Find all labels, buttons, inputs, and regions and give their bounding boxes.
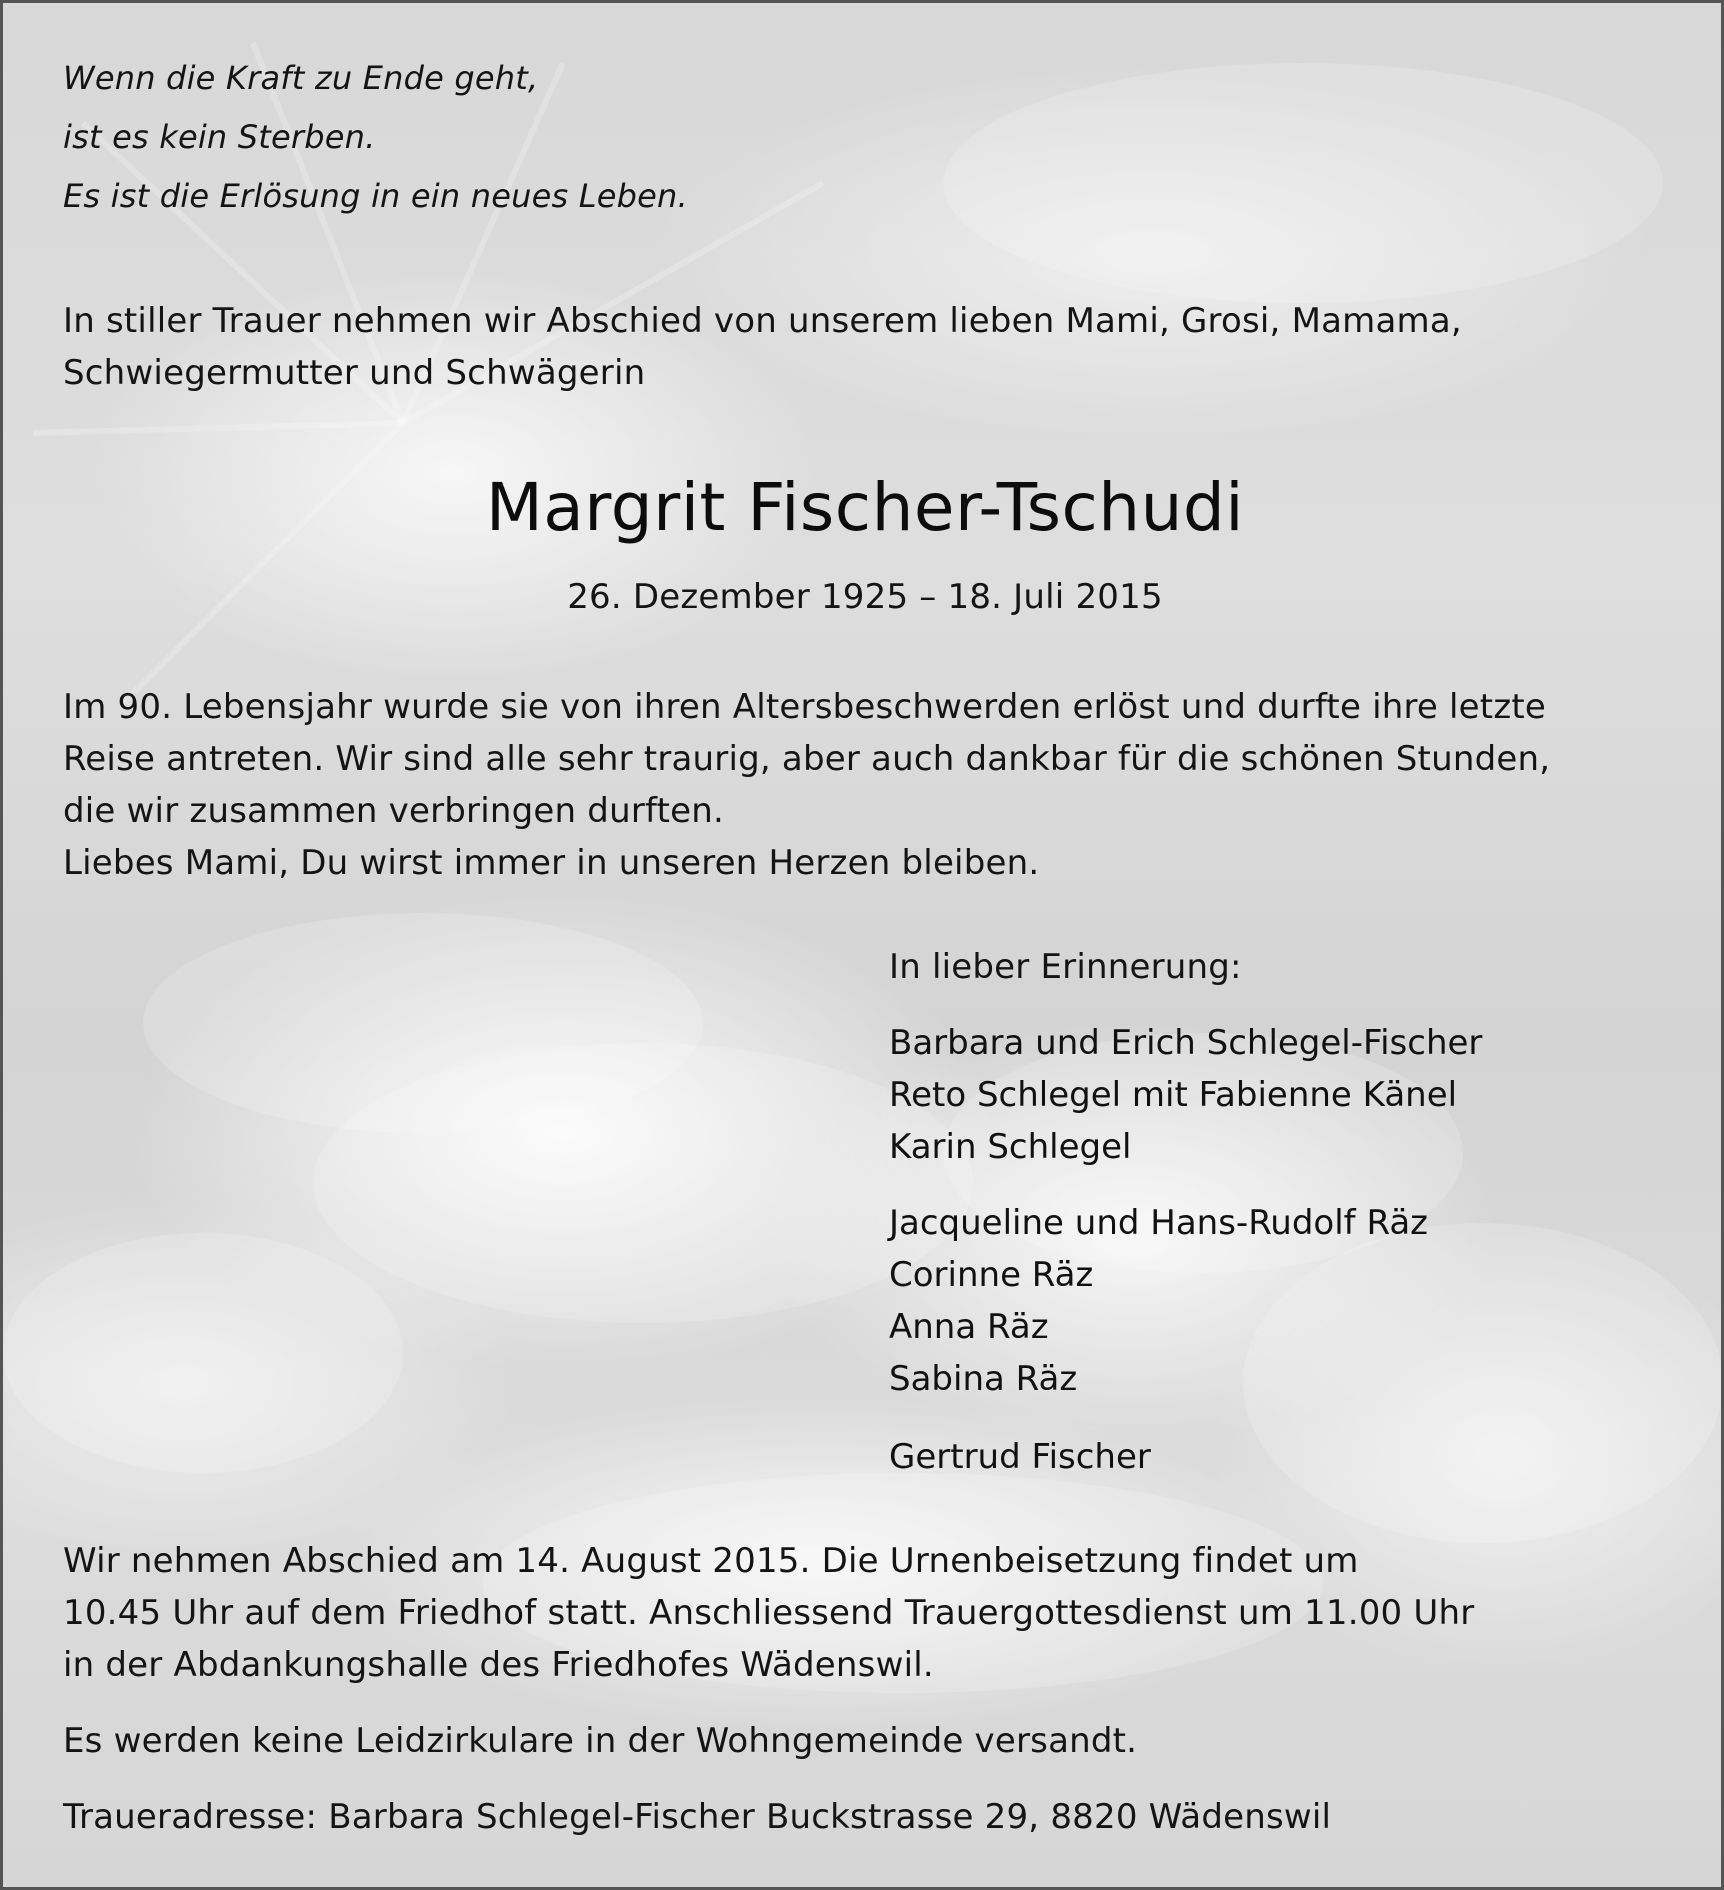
intro-line-2: Schwiegermutter und Schwägerin (63, 353, 646, 393)
message-line-2: Reise antreten. Wir sind alle sehr traurig, aber auch dankbar für die schönen Stunden, (63, 739, 1551, 779)
mourner-name: Corinne Räz (889, 1255, 1094, 1295)
mourner-name: Jacqueline und Hans-Rudolf Räz (889, 1203, 1429, 1243)
mourner-group-schlegel (889, 1017, 1482, 1173)
mourner-group-fischer (889, 1431, 1151, 1483)
message-line-4: Liebes Mami, Du wirst immer in unseren Herzen bleiben. (63, 843, 1040, 883)
mourning-address: Traueradresse: Barbara Schlegel-Fischer Buckstrasse 29, 8820 Wädenswil (63, 1797, 1332, 1837)
ceremony-line-1: Wir nehmen Abschied am 14. August 2015. Die Urnenbeisetzung findet um (63, 1541, 1359, 1581)
circulars-note: Es werden keine Leidzirkulare in der Wohngemeinde versandt. (63, 1721, 1138, 1761)
mourner-name: Gertrud Fischer (889, 1437, 1151, 1477)
mourners-heading: In lieber Erinnerung: (889, 947, 1242, 987)
life-dates: 26. Dezember 1925 – 18. Juli 2015 (567, 577, 1163, 617)
ceremony-line-3: in der Abdankungshalle des Friedhofes Wädenswil. (63, 1645, 934, 1685)
deceased-name: Margrit Fischer-Tschudi (485, 469, 1245, 546)
mourner-group-raez (889, 1197, 1428, 1405)
message-line-3: die wir zusammen verbringen durften. (63, 791, 724, 831)
ceremony-line-2: 10.45 Uhr auf dem Friedhof statt. Anschliessend Trauergottesdienst um 11.00 Uhr (63, 1593, 1475, 1633)
verse-line-1: Wenn die Kraft zu Ende geht, (63, 59, 539, 97)
message-line-1: Im 90. Lebensjahr wurde sie von ihren Altersbeschwerden erlöst und durfte ihre letzte (63, 687, 1547, 727)
mourner-name: Sabina Räz (889, 1359, 1078, 1399)
mourner-name: Reto Schlegel mit Fabienne Känel (889, 1075, 1458, 1115)
mourner-name: Barbara und Erich Schlegel-Fischer (889, 1023, 1483, 1063)
verse-line-2: ist es kein Sterben. (63, 118, 376, 156)
verse-line-3: Es ist die Erlösung in ein neues Leben. (63, 177, 688, 215)
intro-line-1: In stiller Trauer nehmen wir Abschied von unserem lieben Mami, Grosi, Mamama, (63, 301, 1462, 341)
mourner-name: Anna Räz (889, 1307, 1049, 1347)
mourner-name: Karin Schlegel (889, 1127, 1132, 1167)
